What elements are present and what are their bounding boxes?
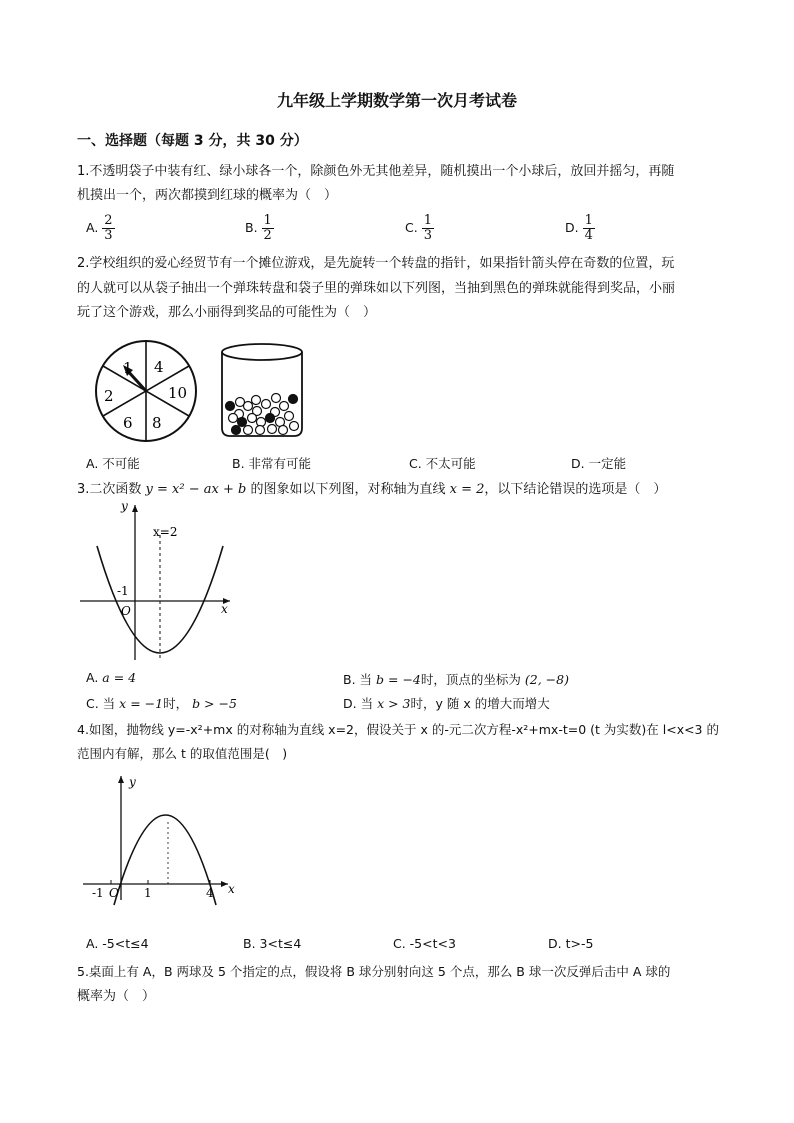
q3-formula: y = x² − ax + b <box>145 482 247 497</box>
question-2-line-1: 2.学校组织的爱心经贸节有一个摊位游戏，是先旋转一个转盘的指针，如果指针箭头停在奇数的位置，玩 <box>77 256 675 271</box>
spinner-and-bag-figure <box>90 336 310 446</box>
question-1-line-1: 1.不透明袋子中装有红、绿小球各一个，除颜色外无其他差异，随机摸出一个小球后，放回并摇匀，再随 <box>77 164 675 179</box>
spinner-number: 1 <box>123 359 133 377</box>
svg-text:x: x <box>228 882 235 896</box>
parabola-curve <box>114 815 216 905</box>
q3-option-d: D. 当 x > 3时，y 随 x 的增大而增大 <box>343 696 550 711</box>
spinner-number: 10 <box>168 384 188 402</box>
q1-option-a: A. $\frac{2}{3}$ <box>86 213 113 243</box>
section-heading: 一、选择题（每题 3 分，共 30 分） <box>77 133 308 149</box>
page-title: 九年级上学期数学第一次月考试卷 <box>276 91 517 110</box>
svg-text:y: y <box>129 775 136 789</box>
svg-text:x: x <box>221 602 228 616</box>
q4-option-d: D. t>-5 <box>548 936 594 951</box>
marbles <box>226 394 299 435</box>
question-2-line-3: 玩了这个游戏，那么小丽得到奖品的可能性为（ ） <box>77 305 377 320</box>
q3-axis-eq: x = 2 <box>449 482 485 497</box>
q3-option-c: C. 当 x = −1时， b > −5 <box>86 696 237 711</box>
q2-option-c: C. 不太可能 <box>409 456 476 471</box>
svg-text:O: O <box>121 604 131 618</box>
spinner-number: 2 <box>104 387 114 405</box>
svg-text:x=2: x=2 <box>153 525 178 539</box>
question-3-stem: 3.二次函数 y = x² − ax + b 的图象如以下列图，对称轴为直线 x = 2，以下结论错误的选项是（ ） <box>77 482 667 497</box>
question-4-line-1: 4.如图，抛物线 y=-x²+mx 的对称轴为直线 x=2，假设关于 x 的-元二次方程-x²+mx-t=0 (t 为实数)在 l<x<3 的 <box>77 722 719 737</box>
fraction: $\frac{1}{4}$ <box>584 213 593 243</box>
q4-option-b: B. 3<t≤4 <box>243 936 302 951</box>
q3-option-b: B. 当 b = −4时，顶点的坐标为 (2, −8) <box>343 672 569 687</box>
fraction: $\frac{1}{2}$ <box>263 213 272 243</box>
svg-text:4: 4 <box>206 886 214 900</box>
question-2-line-2: 的人就可以从袋子抽出一个弹珠转盘和袋子里的弹珠如以下列图，当抽到黑色的弹珠就能得到奖品，小丽 <box>77 281 676 296</box>
q2-option-d: D. 一定能 <box>571 456 627 471</box>
question-5-line-1: 5.桌面上有 A，B 两球及 5 个指定的点，假设将 B 球分别射向这 5 个点，那么 B 球一次反弹后击中 A 球的 <box>77 964 671 979</box>
parabola-curve <box>97 546 223 653</box>
q3-option-a: A. a = 4 <box>86 670 137 685</box>
q1-option-d: D. $\frac{1}{4}$ <box>565 213 593 243</box>
fraction: $\frac{2}{3}$ <box>104 213 113 243</box>
svg-text:1: 1 <box>144 886 152 900</box>
spinner-wheel <box>96 341 196 441</box>
q1-option-b: B. $\frac{1}{2}$ <box>245 213 272 243</box>
svg-text:-1: -1 <box>117 584 129 598</box>
fraction: $\frac{1}{3}$ <box>423 213 432 243</box>
q2-option-b: B. 非常有可能 <box>232 456 312 471</box>
spinner-number: 8 <box>152 414 162 432</box>
question-4-line-2: 范围内有解，那么 t 的取值范围是( ) <box>77 746 288 761</box>
q4-parabola-graph <box>78 770 248 910</box>
q1-option-c: C. $\frac{1}{3}$ <box>405 213 432 243</box>
question-5-line-2: 概率为（ ） <box>77 989 156 1004</box>
svg-text:y: y <box>121 500 128 513</box>
q2-option-a: A. 不可能 <box>86 456 140 471</box>
q4-option-c: C. -5<t<3 <box>393 936 456 951</box>
q3-parabola-graph <box>75 500 245 665</box>
spinner-number: 6 <box>123 414 133 432</box>
spinner-number: 4 <box>154 358 164 376</box>
q4-option-a: A. -5<t≤4 <box>86 936 149 951</box>
question-1-line-2: 机摸出一个，两次都摸到红球的概率为（ ） <box>77 188 338 203</box>
svg-text:-1: -1 <box>92 886 104 900</box>
svg-text:O: O <box>109 886 119 900</box>
